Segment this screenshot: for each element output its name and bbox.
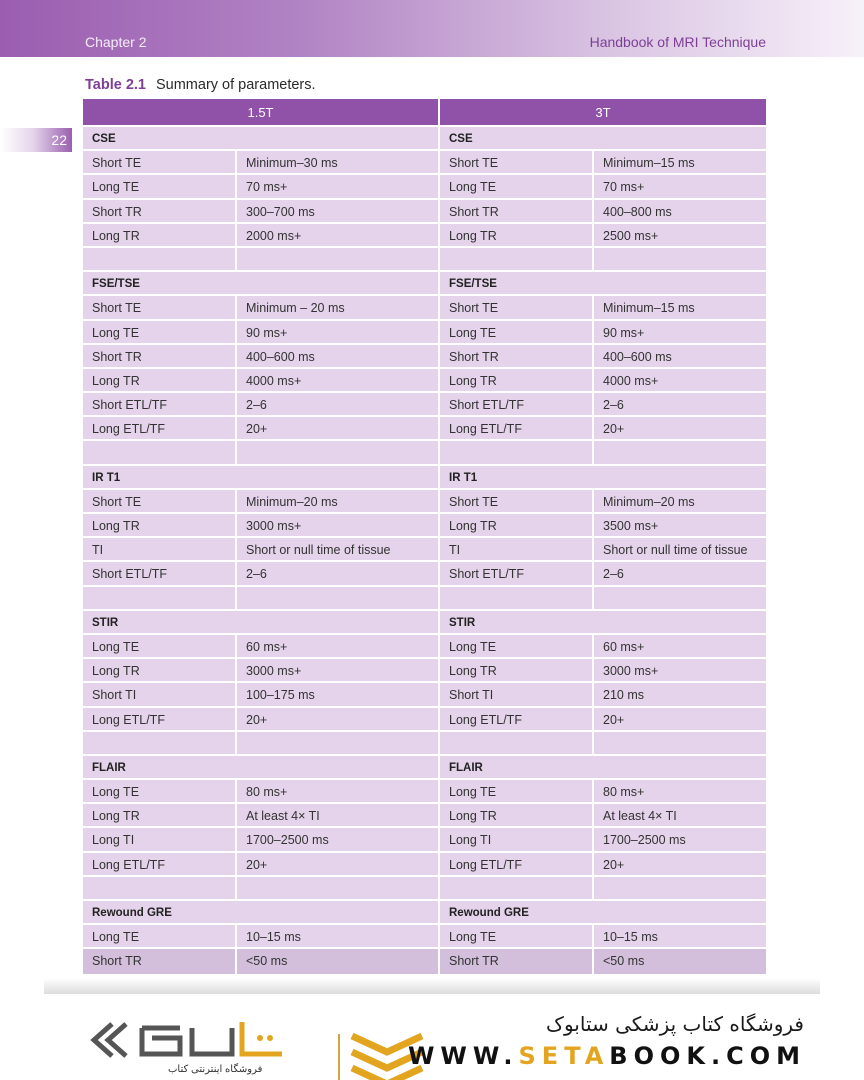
parameter-value-cell: 70 ms+ — [237, 175, 438, 199]
parameter-value-cell: 2000 ms+ — [237, 224, 438, 248]
parameter-name-cell: Long TR — [440, 514, 592, 538]
parameter-value-cell: 20+ — [594, 417, 766, 441]
parameter-name-cell: Short TE — [440, 296, 592, 320]
parameter-name-cell: Long TI — [83, 828, 235, 852]
parameter-value-cell: 400–800 ms — [594, 200, 766, 224]
parameter-value-cell: <50 ms — [237, 949, 438, 973]
parameter-name-cell: Short TE — [440, 490, 592, 514]
logo-wordmark-icon — [82, 1014, 332, 1066]
parameter-name-cell — [83, 441, 235, 465]
parameter-name-cell: Long TI — [440, 828, 592, 852]
section-heading: CSE — [83, 127, 438, 151]
parameter-value-cell: 1700–2500 ms — [237, 828, 438, 852]
parameter-name-cell — [440, 248, 592, 272]
parameter-name-cell: Long TR — [83, 224, 235, 248]
parameter-value-cell: 90 ms+ — [594, 321, 766, 345]
parameter-value-cell: 3000 ms+ — [594, 659, 766, 683]
parameter-value-cell: Short or null time of tissue — [594, 538, 766, 562]
parameter-value-cell: Short or null time of tissue — [237, 538, 438, 562]
parameter-value-cell: 20+ — [594, 708, 766, 732]
parameter-name-cell: Long TR — [440, 224, 592, 248]
section-heading: STIR — [440, 611, 766, 635]
parameter-name-cell: Long ETL/TF — [83, 417, 235, 441]
parameter-name-cell — [83, 248, 235, 272]
parameter-value-cell: Minimum–20 ms — [237, 490, 438, 514]
parameter-name-cell: Long TE — [440, 780, 592, 804]
parameter-name-cell: TI — [440, 538, 592, 562]
parameter-value-cell: 2–6 — [237, 393, 438, 417]
parameter-name-cell: Long TE — [83, 780, 235, 804]
section-heading: STIR — [83, 611, 438, 635]
parameter-value-cell: <50 ms — [594, 949, 766, 973]
parameter-name-cell: Long TR — [83, 369, 235, 393]
parameter-name-cell: Long ETL/TF — [440, 853, 592, 877]
parameter-value-cell: Minimum–30 ms — [237, 151, 438, 175]
parameter-value-cell: 2–6 — [594, 562, 766, 586]
parameter-value-cell: 20+ — [237, 417, 438, 441]
parameter-value-cell — [237, 732, 438, 756]
section-heading: IR T1 — [440, 466, 766, 490]
parameter-value-cell: 90 ms+ — [237, 321, 438, 345]
parameter-value-cell — [237, 587, 438, 611]
parameter-value-cell: 2–6 — [237, 562, 438, 586]
table-number: Table 2.1 — [85, 77, 146, 93]
parameter-value-cell: 3500 ms+ — [594, 514, 766, 538]
parameter-name-cell: Short ETL/TF — [83, 562, 235, 586]
table-title: Summary of parameters. — [155, 77, 316, 93]
parameter-name-cell — [440, 587, 592, 611]
url-prefix: WWW. — [407, 1042, 519, 1070]
parameter-name-cell: Short TR — [83, 200, 235, 224]
parameter-name-cell: Short ETL/TF — [440, 393, 592, 417]
section-heading: Rewound GRE — [83, 901, 438, 925]
chapter-label: Chapter 2 — [85, 34, 147, 50]
parameter-value-cell: 60 ms+ — [237, 635, 438, 659]
parameter-name-cell: Long TE — [83, 635, 235, 659]
parameter-value-cell: 1700–2500 ms — [594, 828, 766, 852]
parameter-name-cell: Short TE — [83, 296, 235, 320]
parameter-value-cell: 80 ms+ — [237, 780, 438, 804]
parameter-value-cell: 3000 ms+ — [237, 514, 438, 538]
parameter-value-cell: 10–15 ms — [237, 925, 438, 949]
parameter-value-cell: 100–175 ms — [237, 683, 438, 707]
store-url[interactable] — [408, 1042, 806, 1070]
logo-subtitle: فروشگاه اینترنتی کتاب — [168, 1064, 263, 1075]
parameter-name-cell: Long ETL/TF — [83, 708, 235, 732]
parameter-value-cell: Minimum–15 ms — [594, 151, 766, 175]
parameter-value-cell: 20+ — [237, 708, 438, 732]
parameter-value-cell: 10–15 ms — [594, 925, 766, 949]
parameter-name-cell — [440, 732, 592, 756]
parameter-name-cell: Long TE — [83, 175, 235, 199]
parameter-name-cell: Long TR — [440, 804, 592, 828]
parameter-name-cell: Long TE — [440, 175, 592, 199]
parameter-value-cell: 210 ms — [594, 683, 766, 707]
logo-divider — [338, 1034, 340, 1080]
parameter-name-cell: Long ETL/TF — [440, 417, 592, 441]
section-heading: FLAIR — [83, 756, 438, 780]
parameter-value-cell: 20+ — [237, 853, 438, 877]
parameter-value-cell: 4000 ms+ — [594, 369, 766, 393]
parameter-value-cell: Minimum – 20 ms — [237, 296, 438, 320]
parameter-name-cell: Short TR — [440, 200, 592, 224]
column-header-1-5t: 1.5T — [83, 99, 438, 127]
parameter-value-cell — [237, 877, 438, 901]
parameter-value-cell: 3000 ms+ — [237, 659, 438, 683]
parameter-name-cell: Long ETL/TF — [440, 708, 592, 732]
parameter-name-cell: Long TE — [83, 925, 235, 949]
parameter-value-cell: 4000 ms+ — [237, 369, 438, 393]
parameter-name-cell — [83, 877, 235, 901]
parameter-name-cell — [83, 732, 235, 756]
parameter-name-cell — [440, 441, 592, 465]
parameter-value-cell: 400–600 ms — [237, 345, 438, 369]
url-suffix: BOOK.COM — [609, 1042, 806, 1070]
section-heading: Rewound GRE — [440, 901, 766, 925]
parameter-name-cell: Long TE — [440, 635, 592, 659]
parameter-name-cell: Long TE — [440, 925, 592, 949]
parameter-value-cell — [594, 248, 766, 272]
parameter-name-cell: Long TR — [83, 514, 235, 538]
parameter-value-cell: 300–700 ms — [237, 200, 438, 224]
parameter-name-cell: Short TE — [83, 490, 235, 514]
column-header-3t: 3T — [440, 99, 766, 127]
parameter-value-cell: 80 ms+ — [594, 780, 766, 804]
parameter-value-cell: 400–600 ms — [594, 345, 766, 369]
parameter-value-cell: 70 ms+ — [594, 175, 766, 199]
url-highlight: SETA — [518, 1042, 610, 1070]
parameter-value-cell: At least 4× TI — [594, 804, 766, 828]
parameter-name-cell: Short TI — [83, 683, 235, 707]
page-number: 22 — [51, 132, 67, 148]
parameters-table — [83, 99, 766, 974]
parameter-name-cell: Short ETL/TF — [83, 393, 235, 417]
parameter-value-cell: 60 ms+ — [594, 635, 766, 659]
parameter-name-cell: Short TR — [440, 345, 592, 369]
store-name: فروشگاه کتاب پزشکی ستابوک — [546, 1012, 804, 1036]
setabook-logo — [82, 1014, 344, 1074]
parameter-value-cell: Minimum–15 ms — [594, 296, 766, 320]
section-heading: CSE — [440, 127, 766, 151]
page-number-tab — [0, 128, 72, 152]
page-header — [0, 0, 864, 57]
section-heading: IR T1 — [83, 466, 438, 490]
parameter-name-cell: Long TE — [83, 321, 235, 345]
page-edge-shadow — [44, 978, 820, 994]
table-caption — [85, 77, 316, 93]
parameter-value-cell — [237, 441, 438, 465]
parameter-name-cell: Long TR — [440, 659, 592, 683]
parameter-name-cell — [83, 587, 235, 611]
parameter-value-cell — [594, 441, 766, 465]
parameter-name-cell — [440, 877, 592, 901]
parameter-name-cell: Short TE — [440, 151, 592, 175]
parameter-name-cell: Long TR — [440, 369, 592, 393]
section-heading: FSE/TSE — [83, 272, 438, 296]
parameter-name-cell: Short TI — [440, 683, 592, 707]
parameter-value-cell — [594, 587, 766, 611]
parameter-name-cell: Long TE — [440, 321, 592, 345]
section-heading: FLAIR — [440, 756, 766, 780]
section-heading: FSE/TSE — [440, 272, 766, 296]
parameter-value-cell: 2500 ms+ — [594, 224, 766, 248]
parameter-value-cell — [594, 877, 766, 901]
parameter-name-cell: Short TR — [83, 949, 235, 973]
parameter-name-cell: Short TR — [440, 949, 592, 973]
parameter-value-cell: At least 4× TI — [237, 804, 438, 828]
parameter-name-cell: Short TR — [83, 345, 235, 369]
parameter-name-cell: Long TR — [83, 659, 235, 683]
parameter-name-cell: TI — [83, 538, 235, 562]
parameter-value-cell — [594, 732, 766, 756]
book-title: Handbook of MRI Technique — [589, 34, 766, 50]
store-watermark — [0, 996, 864, 1080]
parameter-name-cell: Long ETL/TF — [83, 853, 235, 877]
parameter-value-cell: 2–6 — [594, 393, 766, 417]
parameter-name-cell: Short ETL/TF — [440, 562, 592, 586]
parameter-name-cell: Long TR — [83, 804, 235, 828]
parameter-value-cell: 20+ — [594, 853, 766, 877]
parameter-value-cell — [237, 248, 438, 272]
parameter-name-cell: Short TE — [83, 151, 235, 175]
parameter-value-cell: Minimum–20 ms — [594, 490, 766, 514]
